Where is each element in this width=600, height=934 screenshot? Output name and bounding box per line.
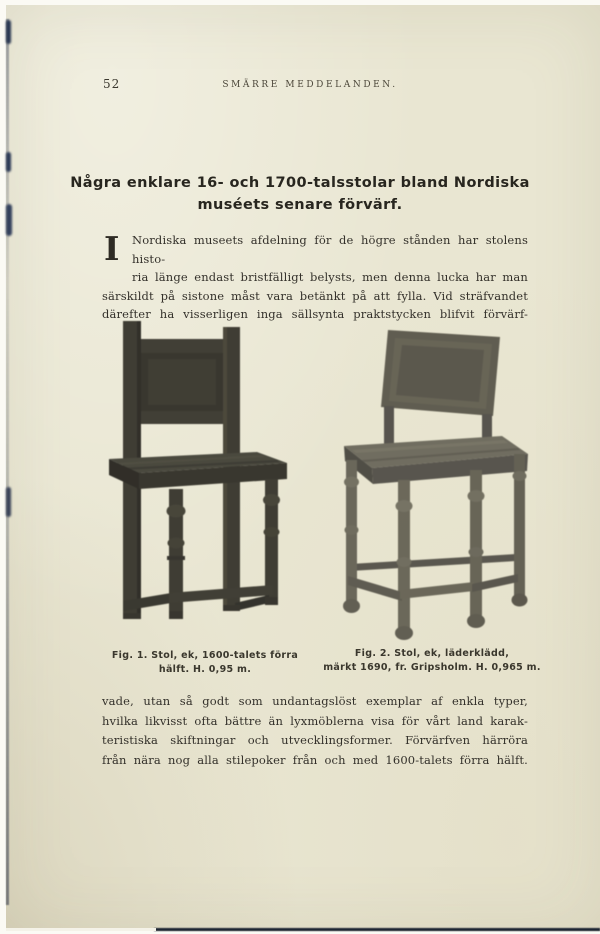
paragraph-line: teristiska skiftningar och utvecklingsformer. Förvärfven härröra xyxy=(102,733,528,748)
scan-bottom-edge-light xyxy=(6,928,156,931)
figure-2-caption-line-2: märkt 1690, fr. Gripsholm. H. 0,965 m. xyxy=(323,662,541,673)
paragraph-line: därefter ha visserligen inga sällsynta praktstycken blifvit förvärf- xyxy=(102,307,528,322)
paragraph-line: ria länge endast bristfälligt belysts, men denna lucka har man xyxy=(132,270,528,285)
paragraph-line: hvilka likvisst ofta bättre än lyxmöblerna visa för vårt land karak- xyxy=(102,713,528,728)
figure-2-caption-line-1: Fig. 2. Stol, ek, läderklädd, xyxy=(354,648,510,659)
paragraph-line: från nära nog alla stilepoker från och med 1600-talets förra hälft. xyxy=(102,752,528,767)
chair-2 xyxy=(343,330,528,640)
figure-1-caption xyxy=(95,649,315,677)
figure-1-caption-line-1: Fig. 1. Stol, ek, 1600-talets förra xyxy=(111,650,299,661)
paragraph-2 xyxy=(102,692,528,770)
scan-bottom-edge xyxy=(154,928,600,931)
page-number: 52 xyxy=(103,77,121,91)
chair-1 xyxy=(109,321,287,619)
drop-cap: I xyxy=(104,229,120,268)
title-line-1: Några enklare 16- och 1700-talsstolar bland Nordiska xyxy=(70,175,530,191)
article-title xyxy=(50,172,550,216)
paragraph-1 xyxy=(102,231,528,324)
scan-edge-artifact xyxy=(6,204,12,236)
paragraph-line: vade, utan så godt som undantagslöst exemplar af enkla typer, xyxy=(102,694,528,708)
running-head: SMÄRRE MEDDELANDEN. xyxy=(222,80,398,90)
figure-2-caption xyxy=(318,647,546,675)
figure-2-chair-photo xyxy=(332,328,532,644)
paragraph-line: särskildt på sistone måst vara betänkt på att fylla. Vid sträfvandet xyxy=(102,288,528,303)
scan-edge-artifact xyxy=(6,487,11,517)
paragraph-line: Nordiska museets afdelning för de högre stånden har stolens histo- xyxy=(132,233,528,266)
figure-1-chair-photo xyxy=(107,313,299,643)
figure-1-caption-line-2: hälft. H. 0,95 m. xyxy=(158,664,252,675)
scan-edge-artifact xyxy=(6,152,11,172)
title-line-2: muséets senare förvärf. xyxy=(197,197,403,213)
scan-edge-artifact xyxy=(6,20,11,44)
